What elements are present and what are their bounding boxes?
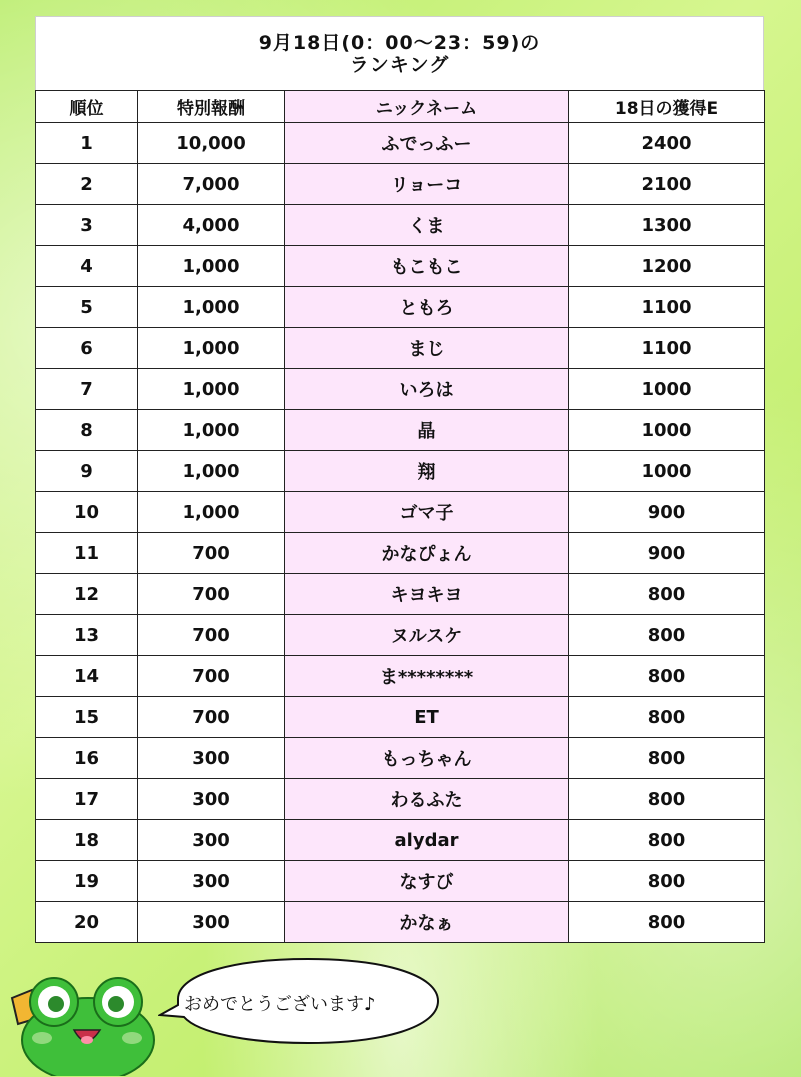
nickname-cell: リョーコ xyxy=(285,164,569,205)
table-row xyxy=(36,820,765,861)
header-nickname: ニックネーム xyxy=(285,91,569,123)
rank-cell: 9 xyxy=(36,451,138,492)
reward-cell: 1,000 xyxy=(138,287,285,328)
nickname-cell: ともろ xyxy=(285,287,569,328)
reward-cell: 300 xyxy=(138,861,285,902)
reward-cell: 10,000 xyxy=(138,123,285,164)
nickname-cell: いろは xyxy=(285,369,569,410)
rank-cell: 14 xyxy=(36,656,138,697)
rank-cell: 19 xyxy=(36,861,138,902)
points-cell: 1100 xyxy=(569,328,765,369)
points-cell: 1100 xyxy=(569,287,765,328)
points-cell: 800 xyxy=(569,902,765,943)
title-line-2: ランキング xyxy=(349,54,450,76)
nickname-cell: かなぴょん xyxy=(285,533,569,574)
header-row xyxy=(36,91,765,123)
rank-cell: 15 xyxy=(36,697,138,738)
rank-cell: 6 xyxy=(36,328,138,369)
rank-cell: 17 xyxy=(36,779,138,820)
rank-cell: 4 xyxy=(36,246,138,287)
table-row xyxy=(36,615,765,656)
reward-cell: 300 xyxy=(138,820,285,861)
nickname-cell: かなぁ xyxy=(285,902,569,943)
points-cell: 800 xyxy=(569,697,765,738)
table-row xyxy=(36,246,765,287)
reward-cell: 1,000 xyxy=(138,328,285,369)
points-cell: 800 xyxy=(569,779,765,820)
nickname-cell: ふでっふー xyxy=(285,123,569,164)
header-points: 18日の獲得E xyxy=(569,91,765,123)
table-row xyxy=(36,451,765,492)
nickname-cell: もっちゃん xyxy=(285,738,569,779)
rank-cell: 3 xyxy=(36,205,138,246)
points-cell: 1000 xyxy=(569,410,765,451)
title-line-1: 9月18日(0：00～23：59)の xyxy=(258,32,541,54)
ranking-board xyxy=(35,16,764,943)
nickname-cell: まじ xyxy=(285,328,569,369)
reward-cell: 4,000 xyxy=(138,205,285,246)
rank-cell: 12 xyxy=(36,574,138,615)
nickname-cell: キヨキヨ xyxy=(285,574,569,615)
table-row xyxy=(36,369,765,410)
rank-cell: 5 xyxy=(36,287,138,328)
table-row xyxy=(36,738,765,779)
points-cell: 800 xyxy=(569,615,765,656)
points-cell: 800 xyxy=(569,738,765,779)
reward-cell: 700 xyxy=(138,615,285,656)
rank-cell: 8 xyxy=(36,410,138,451)
nickname-cell: くま xyxy=(285,205,569,246)
table-row xyxy=(36,205,765,246)
reward-cell: 300 xyxy=(138,779,285,820)
table-row xyxy=(36,492,765,533)
table-row xyxy=(36,697,765,738)
table-row xyxy=(36,328,765,369)
table-row xyxy=(36,123,765,164)
rank-cell: 16 xyxy=(36,738,138,779)
points-cell: 800 xyxy=(569,820,765,861)
reward-cell: 1,000 xyxy=(138,246,285,287)
table-row xyxy=(36,861,765,902)
reward-cell: 7,000 xyxy=(138,164,285,205)
ranking-table xyxy=(35,90,765,943)
table-row xyxy=(36,902,765,943)
reward-cell: 1,000 xyxy=(138,451,285,492)
frog-mascot-icon xyxy=(8,968,158,1076)
nickname-cell: 翔 xyxy=(285,451,569,492)
points-cell: 800 xyxy=(569,861,765,902)
reward-cell: 1,000 xyxy=(138,369,285,410)
nickname-cell: alydar xyxy=(285,820,569,861)
points-cell: 1000 xyxy=(569,451,765,492)
rank-cell: 13 xyxy=(36,615,138,656)
points-cell: 800 xyxy=(569,574,765,615)
nickname-cell: もこもこ xyxy=(285,246,569,287)
rank-cell: 2 xyxy=(36,164,138,205)
points-cell: 1000 xyxy=(569,369,765,410)
reward-cell: 1,000 xyxy=(138,410,285,451)
rank-cell: 20 xyxy=(36,902,138,943)
table-row xyxy=(36,533,765,574)
rank-cell: 10 xyxy=(36,492,138,533)
header-reward: 特別報酬 xyxy=(138,91,285,123)
table-row xyxy=(36,164,765,205)
reward-cell: 700 xyxy=(138,697,285,738)
nickname-cell: なすび xyxy=(285,861,569,902)
rank-cell: 7 xyxy=(36,369,138,410)
reward-cell: 700 xyxy=(138,574,285,615)
rank-cell: 18 xyxy=(36,820,138,861)
reward-cell: 700 xyxy=(138,656,285,697)
table-row xyxy=(36,287,765,328)
nickname-cell: 晶 xyxy=(285,410,569,451)
nickname-cell: ヌルスケ xyxy=(285,615,569,656)
points-cell: 2400 xyxy=(569,123,765,164)
reward-cell: 300 xyxy=(138,902,285,943)
points-cell: 900 xyxy=(569,492,765,533)
table-row xyxy=(36,656,765,697)
reward-cell: 1,000 xyxy=(138,492,285,533)
points-cell: 1200 xyxy=(569,246,765,287)
table-row xyxy=(36,574,765,615)
congrats-text: おめでとうございます♪ xyxy=(184,994,376,1015)
nickname-cell: ま******** xyxy=(285,656,569,697)
nickname-cell: わるふた xyxy=(285,779,569,820)
nickname-cell: ゴマ子 xyxy=(285,492,569,533)
table-row xyxy=(36,779,765,820)
points-cell: 900 xyxy=(569,533,765,574)
header-rank: 順位 xyxy=(36,91,138,123)
reward-cell: 300 xyxy=(138,738,285,779)
rank-cell: 11 xyxy=(36,533,138,574)
ranking-title xyxy=(35,16,764,90)
nickname-cell: ET xyxy=(285,697,569,738)
reward-cell: 700 xyxy=(138,533,285,574)
table-row xyxy=(36,410,765,451)
rank-cell: 1 xyxy=(36,123,138,164)
points-cell: 1300 xyxy=(569,205,765,246)
points-cell: 800 xyxy=(569,656,765,697)
points-cell: 2100 xyxy=(569,164,765,205)
